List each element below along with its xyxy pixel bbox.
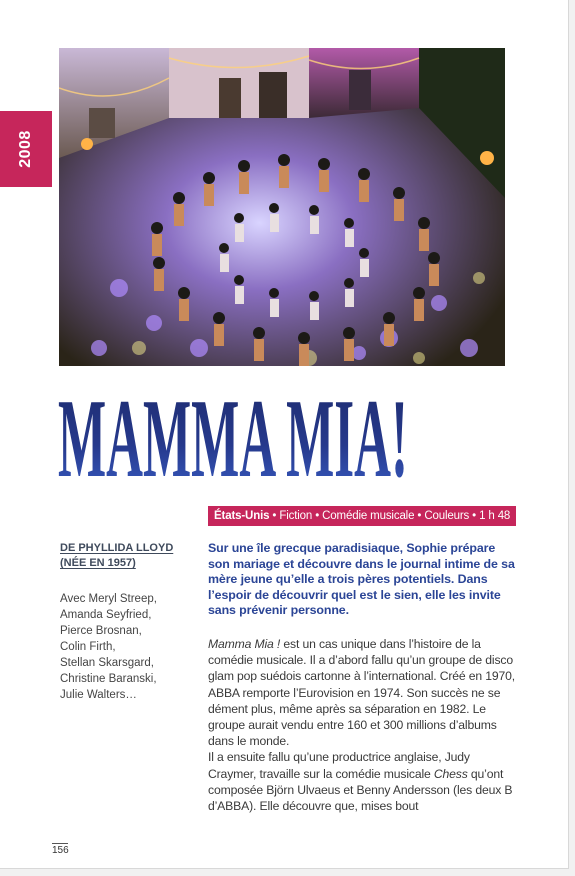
- cast-list: [60, 591, 195, 703]
- body-paragraph: [208, 749, 518, 814]
- synopsis-text: Sur une île grecque paradisiaque, Sophie prépare son mariage et découvre dans le journal intime de sa mère jeune qu’elle a trois pères potentiels. Dans l’espoir de découvrir quel est le sien, elle les invite sans prévenir personne.: [208, 541, 515, 617]
- separator: •: [312, 510, 323, 522]
- year-label: 2008: [17, 130, 34, 168]
- film-title: [58, 388, 518, 488]
- film-info-bar: [208, 506, 516, 526]
- director-birth: (NÉE EN 1957): [60, 557, 136, 569]
- separator: •: [269, 510, 280, 522]
- director-name: DE PHYLLIDA LLOYD: [60, 542, 174, 554]
- body-text-span: Il a ensuite fallu qu’une productrice anglaise, Judy Craymer, travaille sur la comédie musicale: [208, 750, 470, 781]
- genre-fiction-label: Fiction: [279, 510, 313, 522]
- film-still-photo: [59, 48, 505, 366]
- cast-line: Julie Walters…: [60, 689, 137, 701]
- cast-line: Stellan Skarsgard,: [60, 657, 154, 669]
- film-title-graphic: [58, 388, 518, 488]
- cast-line: Pierce Brosnan,: [60, 625, 142, 637]
- dance-scene-image: [59, 48, 505, 366]
- cast-line: Christine Baranski,: [60, 673, 157, 685]
- year-tab: [0, 111, 52, 187]
- separator: •: [414, 510, 425, 522]
- body-text-span: qu’ont composée Björn Ulvaeus et Benny Andersson (les deux B d’ABBA). Elle découvre que, mises bout: [208, 766, 513, 814]
- separator: •: [469, 510, 480, 522]
- cast-line: Avec Meryl Streep,: [60, 593, 157, 605]
- article-body: [208, 636, 518, 814]
- duration-label: 1 h 48: [479, 510, 511, 522]
- film-title-inline: Mamma Mia !: [208, 637, 281, 651]
- genre-musical-label: Comédie musicale: [322, 510, 415, 522]
- body-text-span: est un cas unique dans l’histoire de la comédie musicale. Il a d’abord fallu qu’un groupe de disco glam pop suédois cartonne à l’international. Créé en 1970, ABBA remporte l’Eurovision en 1974. Son succès ne se dément plus, même après sa séparation en 1982. Le groupe aurait vendu entre 160 et 300 millions d’albums dans le monde.: [208, 637, 516, 749]
- cast-line: Colin Firth,: [60, 641, 116, 653]
- director-credit: [60, 541, 180, 571]
- show-title-inline: Chess: [433, 766, 468, 781]
- country-label: États-Unis: [214, 510, 270, 522]
- cast-line: Amanda Seyfried,: [60, 609, 152, 621]
- page-number: 156: [52, 845, 69, 856]
- color-label: Couleurs: [424, 510, 470, 522]
- film-title-text: MAMMA MIA!: [58, 388, 408, 488]
- body-paragraph: [208, 636, 518, 749]
